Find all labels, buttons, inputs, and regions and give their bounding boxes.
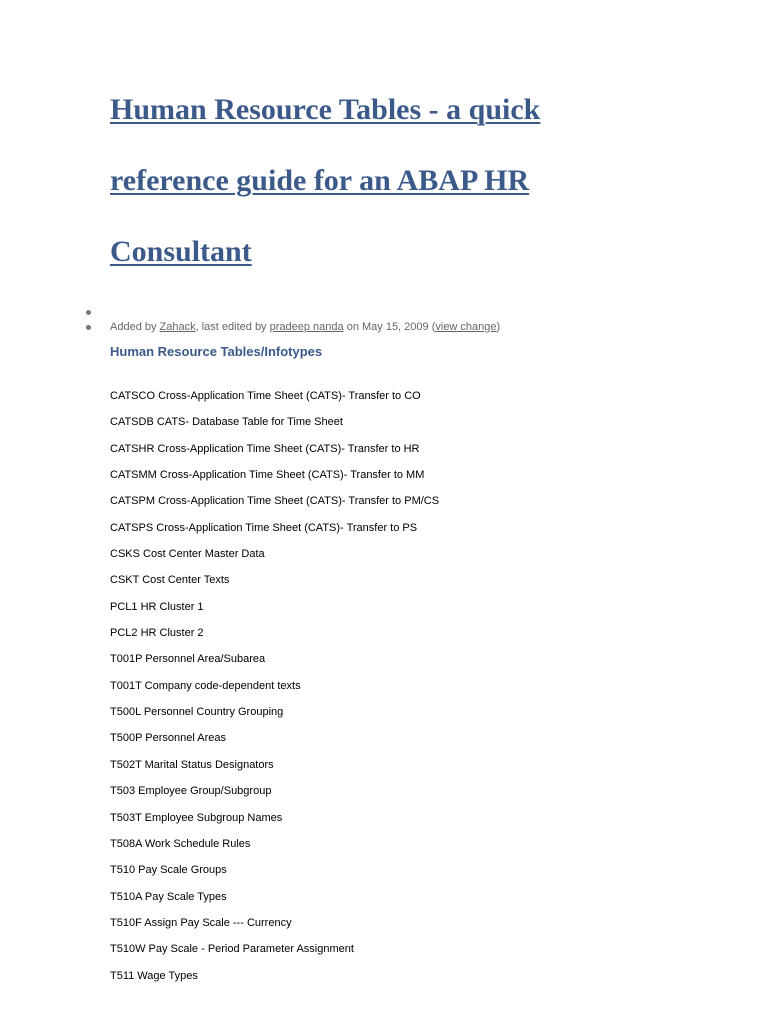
list-item: CATSPM Cross-Application Time Sheet (CATS)- Transfer to PM/CS	[110, 495, 440, 508]
list-item: T510W Pay Scale - Period Parameter Assignment	[110, 943, 354, 956]
list-item: T503T Employee Subgroup Names	[110, 811, 283, 824]
page-metadata	[110, 321, 500, 333]
empty-bullet	[86, 310, 91, 315]
list-item: T508A Work Schedule Rules	[110, 837, 251, 850]
list-item: T500L Personnel Country Grouping	[110, 706, 284, 719]
list-item: T511 Wage Types	[110, 969, 198, 982]
list-item: T001T Company code-dependent texts	[110, 679, 301, 692]
view-change-link[interactable]: view change	[435, 321, 497, 333]
page-title-line-1[interactable]: Human Resource Tables - a quick	[110, 93, 541, 126]
list-item: CATSPS Cross-Application Time Sheet (CATS)- Transfer to PS	[110, 521, 418, 534]
edited-by-label: , last edited by	[195, 321, 270, 333]
meta-bullet	[86, 325, 91, 330]
list-item: T001P Personnel Area/Subarea	[110, 653, 266, 666]
list-item: T502T Marital Status Designators	[110, 758, 274, 771]
edit-date: on May 15, 2009 (	[343, 321, 436, 333]
page-title-line-3[interactable]: Consultant	[110, 235, 252, 268]
list-item: CATSMM Cross-Application Time Sheet (CATS)- Transfer to MM	[110, 469, 425, 482]
list-item: CATSHR Cross-Application Time Sheet (CATS)- Transfer to HR	[110, 442, 420, 455]
list-item: T503 Employee Group/Subgroup	[110, 785, 272, 798]
list-item: T510F Assign Pay Scale --- Currency	[110, 916, 292, 929]
list-item: PCL1 HR Cluster 1	[110, 600, 204, 613]
close-paren: )	[496, 321, 501, 333]
author-link[interactable]: Zahack	[159, 321, 196, 333]
list-item: CATSCO Cross-Application Time Sheet (CATS)- Transfer to CO	[110, 390, 421, 402]
list-item: PCL2 HR Cluster 2	[110, 627, 204, 640]
editor-link[interactable]: pradeep nanda	[269, 321, 344, 333]
section-heading: Human Resource Tables/Infotypes	[110, 344, 323, 359]
table-list	[110, 389, 439, 995]
list-item: CATSDB CATS- Database Table for Time Sheet	[110, 416, 343, 429]
list-item: T510 Pay Scale Groups	[110, 864, 227, 877]
added-by-label: Added by	[110, 321, 160, 333]
list-item: CSKS Cost Center Master Data	[110, 548, 265, 561]
list-item: T500P Personnel Areas	[110, 732, 226, 745]
page-title-line-2[interactable]: reference guide for an ABAP HR	[110, 164, 530, 197]
list-item: T510A Pay Scale Types	[110, 890, 227, 903]
list-item: CSKT Cost Center Texts	[110, 574, 230, 587]
